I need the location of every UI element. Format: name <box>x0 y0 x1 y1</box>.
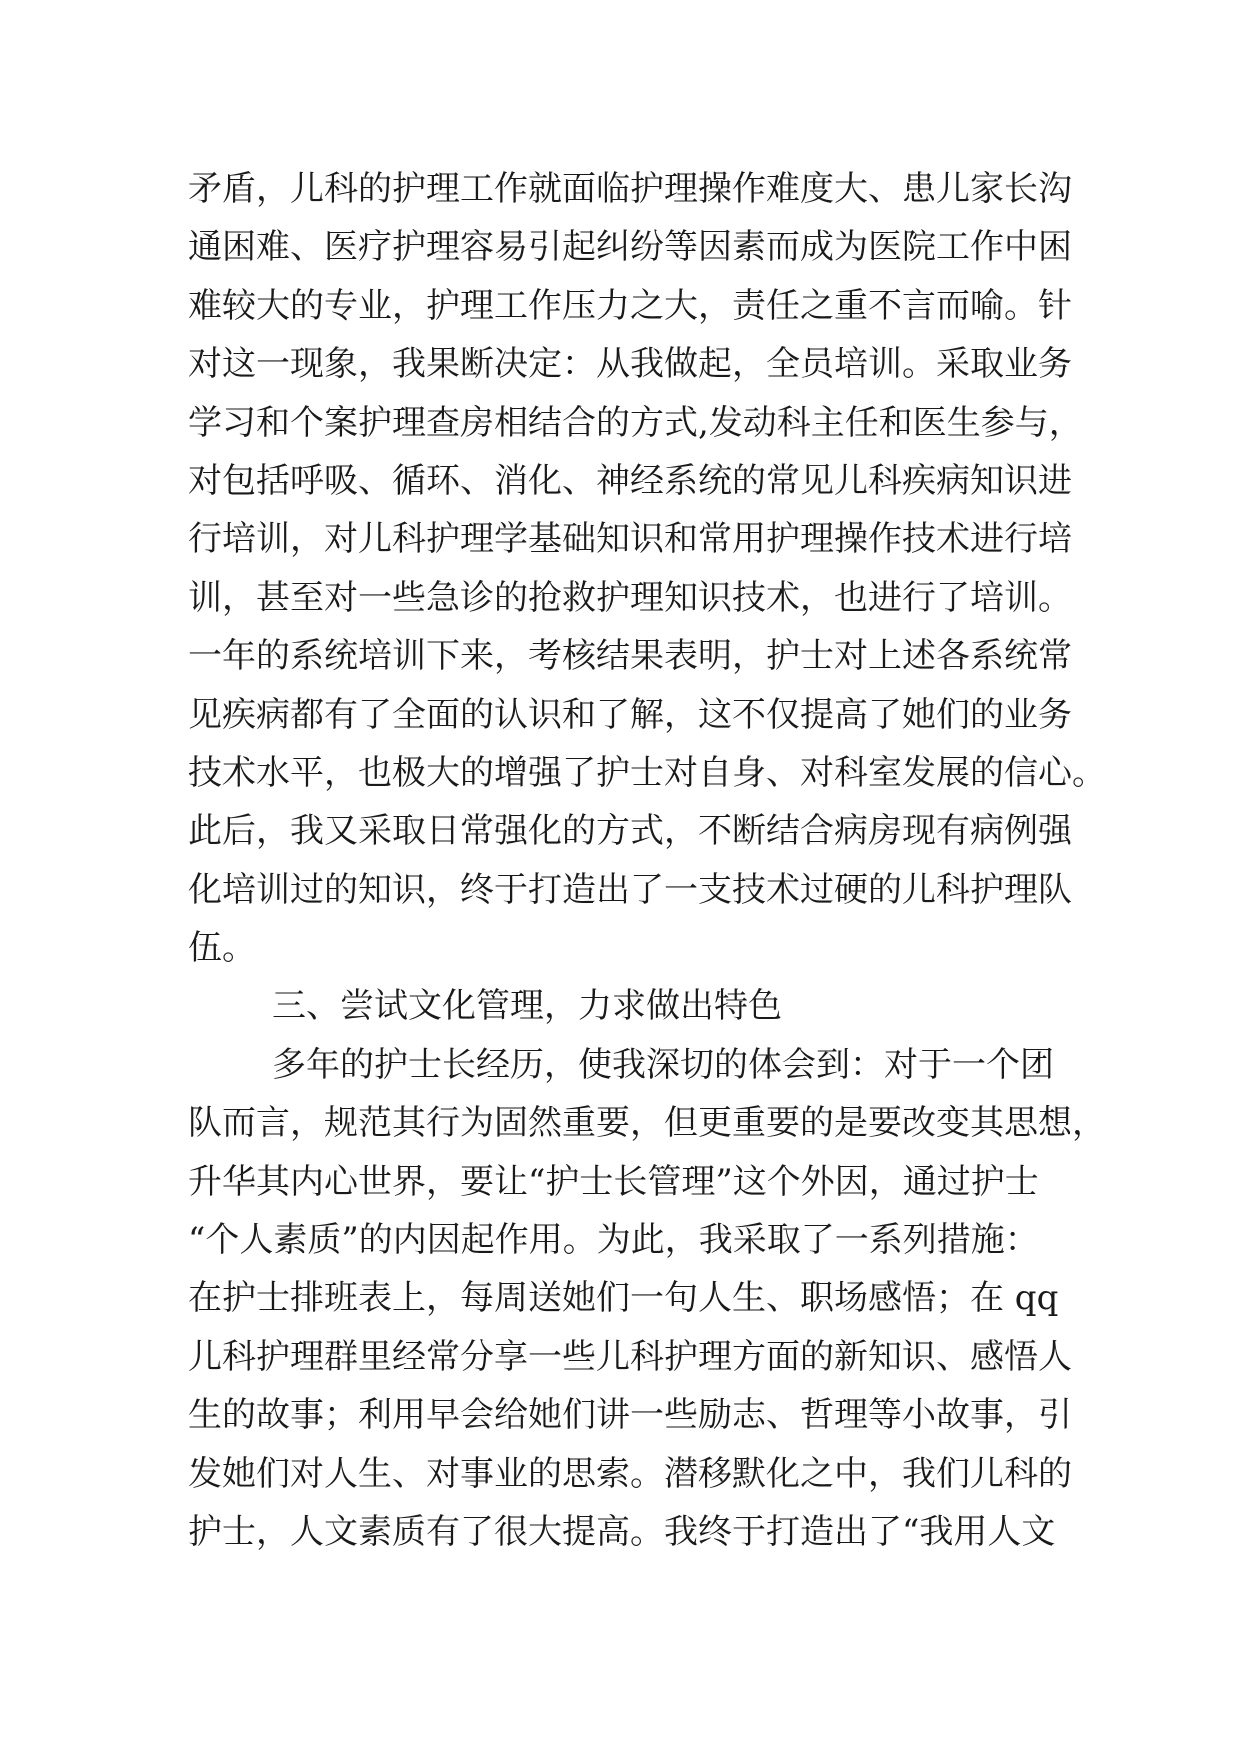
text-line: “个人素质”的内因起作用。为此，我采取了一系列措施： <box>188 1220 1039 1261</box>
text-line: 技术水平，也极大的增强了护士对自身、对科室发展的信心。 <box>188 752 1106 793</box>
text-line: 生的故事；利用早会给她们讲一些励志、哲理等小故事，引 <box>188 1395 1072 1436</box>
text-line: 对这一现象，我果断决定：从我做起，全员培训。采取业务 <box>188 344 1072 385</box>
text-line: 见疾病都有了全面的认识和了解，这不仅提高了她们的业务 <box>188 694 1072 735</box>
text-line: 难较大的专业，护理工作压力之大，责任之重不言而喻。针 <box>188 285 1072 326</box>
text-line: 在护士排班表上，每周送她们一句人生、职场感悟；在 qq <box>188 1278 1059 1319</box>
text-line: 队而言，规范其行为固然重要，但更重要的是要改变其思想， <box>188 1103 1106 1144</box>
text-line: 训，甚至对一些急诊的抢救护理知识技术，也进行了培训。 <box>188 577 1072 618</box>
text-line: 化培训过的知识，终于打造出了一支技术过硬的儿科护理队 <box>188 869 1072 910</box>
text-line: 升华其内心世界，要让“护士长管理”这个外因，通过护士 <box>188 1161 1039 1202</box>
text-line: 发她们对人生、对事业的思索。潜移默化之中，我们儿科的 <box>188 1453 1072 1494</box>
text-line: 学习和个案护理查房相结合的方式,发动科主任和医生参与， <box>188 402 1083 443</box>
document-body <box>188 160 1106 1561</box>
text-line: 对包括呼吸、循环、消化、神经系统的常见儿科疾病知识进 <box>188 460 1072 501</box>
paragraph-first-line: 多年的护士长经历，使我深切的体会到：对于一个团 <box>272 1044 1054 1085</box>
text-line: 护士，人文素质有了很大提高。我终于打造出了“我用人文 <box>188 1511 1056 1552</box>
text-line: 此后，我又采取日常强化的方式，不断结合病房现有病例强 <box>188 811 1072 852</box>
text-line: 矛盾，儿科的护理工作就面临护理操作难度大、患儿家长沟 <box>188 169 1072 209</box>
section-heading: 三、尝试文化管理，力求做出特色 <box>272 986 782 1027</box>
text-line: 伍。 <box>188 928 256 969</box>
text-line: 通困难、医疗护理容易引起纠纷等因素而成为医院工作中困 <box>188 227 1072 268</box>
text-line: 行培训，对儿科护理学基础知识和常用护理操作技术进行培 <box>188 519 1072 560</box>
text-line: 儿科护理群里经常分享一些儿科护理方面的新知识、感悟人 <box>188 1336 1072 1377</box>
text-line: 一年的系统培训下来，考核结果表明，护士对上述各系统常 <box>188 636 1072 677</box>
